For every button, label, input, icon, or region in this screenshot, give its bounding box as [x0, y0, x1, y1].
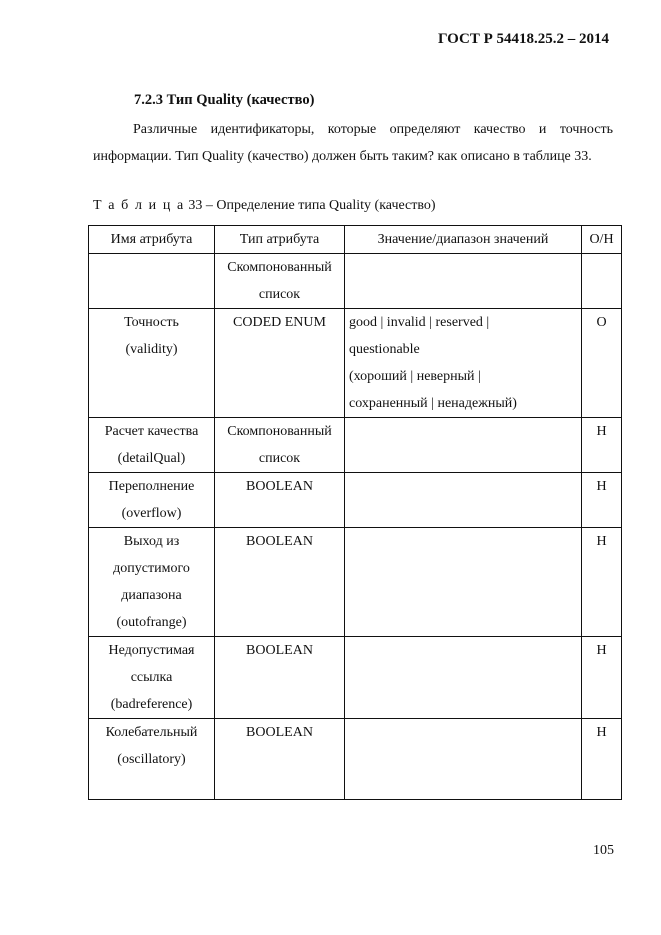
table-header-row	[89, 226, 622, 254]
page-number: 105	[593, 843, 614, 858]
header-attribute-name: Имя атрибута	[89, 226, 215, 254]
cell-text-line: questionable	[349, 342, 420, 357]
table-row	[89, 418, 622, 473]
cell-text-line: Колебательный	[105, 725, 198, 740]
value-range-cell	[345, 719, 582, 800]
attribute-name-cell	[89, 473, 215, 528]
cell-text-line: Скомпонованный	[227, 424, 332, 439]
cell-text-line: Выход из	[123, 534, 180, 549]
table-body	[89, 254, 622, 800]
cell-text-line: (хороший | неверный |	[349, 369, 481, 384]
cell-text-line: Скомпонованный	[227, 260, 332, 275]
header-value-range: Значение/диапазон значений	[345, 226, 582, 254]
table-caption	[93, 198, 436, 214]
attribute-name-cell	[89, 418, 215, 473]
cell-text-line: BOOLEAN	[246, 643, 313, 658]
body-paragraph	[93, 116, 613, 170]
cell-text-line: good | invalid | reserved |	[349, 315, 490, 330]
quality-type-table	[88, 225, 622, 800]
cell-text-line: ссылка	[130, 670, 173, 685]
cell-text-line: сохраненный | ненадежный)	[349, 396, 517, 411]
attribute-name-cell	[89, 309, 215, 418]
required-cell: Н	[582, 637, 622, 719]
attribute-type-cell	[215, 473, 345, 528]
table-row	[89, 473, 622, 528]
attribute-name-cell	[89, 528, 215, 637]
attribute-type-cell	[215, 528, 345, 637]
cell-text-line: (validity)	[125, 342, 178, 357]
cell-text-line: BOOLEAN	[246, 725, 313, 740]
cell-text-line: список	[258, 451, 301, 466]
value-range-cell	[345, 309, 582, 418]
table-row	[89, 528, 622, 637]
cell-text-line: Точность	[124, 315, 179, 330]
table-row	[89, 254, 622, 309]
attribute-type-cell	[215, 254, 345, 309]
section-title: 7.2.3 Тип Quality (качество)	[134, 92, 315, 108]
caption-title: – Определение типа Quality (качество)	[205, 198, 436, 213]
attribute-type-cell	[215, 418, 345, 473]
required-cell: Н	[582, 528, 622, 637]
value-range-cell	[345, 254, 582, 309]
attribute-name-cell	[89, 719, 215, 800]
document-header: ГОСТ Р 54418.25.2 – 2014	[437, 31, 609, 47]
cell-text-line: (oscillatory)	[117, 752, 186, 767]
cell-text-line: (badreference)	[110, 697, 193, 712]
value-range-cell	[345, 637, 582, 719]
value-range-cell	[345, 418, 582, 473]
attribute-type-cell	[215, 637, 345, 719]
required-cell	[582, 254, 622, 309]
cell-text-line: (detailQual)	[117, 451, 186, 466]
attribute-type-cell	[215, 309, 345, 418]
required-cell: Н	[582, 719, 622, 800]
caption-number: 33	[188, 198, 203, 213]
header-required: О/Н	[582, 226, 622, 254]
table-row	[89, 309, 622, 418]
attribute-type-cell	[215, 719, 345, 800]
table-row	[89, 719, 622, 800]
cell-text-line: Расчет качества	[104, 424, 199, 439]
required-cell: Н	[582, 418, 622, 473]
cell-text-line: допустимого	[113, 561, 190, 576]
cell-text-line: BOOLEAN	[246, 534, 313, 549]
cell-text-line: список	[258, 287, 301, 302]
cell-text-line: Переполнение	[108, 479, 195, 494]
value-range-cell	[345, 473, 582, 528]
paragraph-text: Различные идентификаторы, которые определяют качество и точность информации. Тип Quality (качество) должен быть таким? как описано в таблице 33.	[93, 122, 613, 164]
caption-label: Т а б л и ц а	[93, 198, 185, 213]
table-row	[89, 637, 622, 719]
cell-text-line: CODED ENUM	[233, 315, 326, 330]
attribute-name-cell	[89, 637, 215, 719]
value-range-cell	[345, 528, 582, 637]
attribute-name-cell	[89, 254, 215, 309]
cell-text-line: (outofrange)	[116, 615, 187, 630]
cell-text-line: диапазона	[121, 588, 182, 603]
required-cell: Н	[582, 473, 622, 528]
cell-text-line: BOOLEAN	[246, 479, 313, 494]
cell-text-line: Недопустимая	[108, 643, 195, 658]
header-attribute-type: Тип атрибута	[215, 226, 345, 254]
required-cell: О	[582, 309, 622, 418]
cell-text-line: (overflow)	[121, 506, 182, 521]
